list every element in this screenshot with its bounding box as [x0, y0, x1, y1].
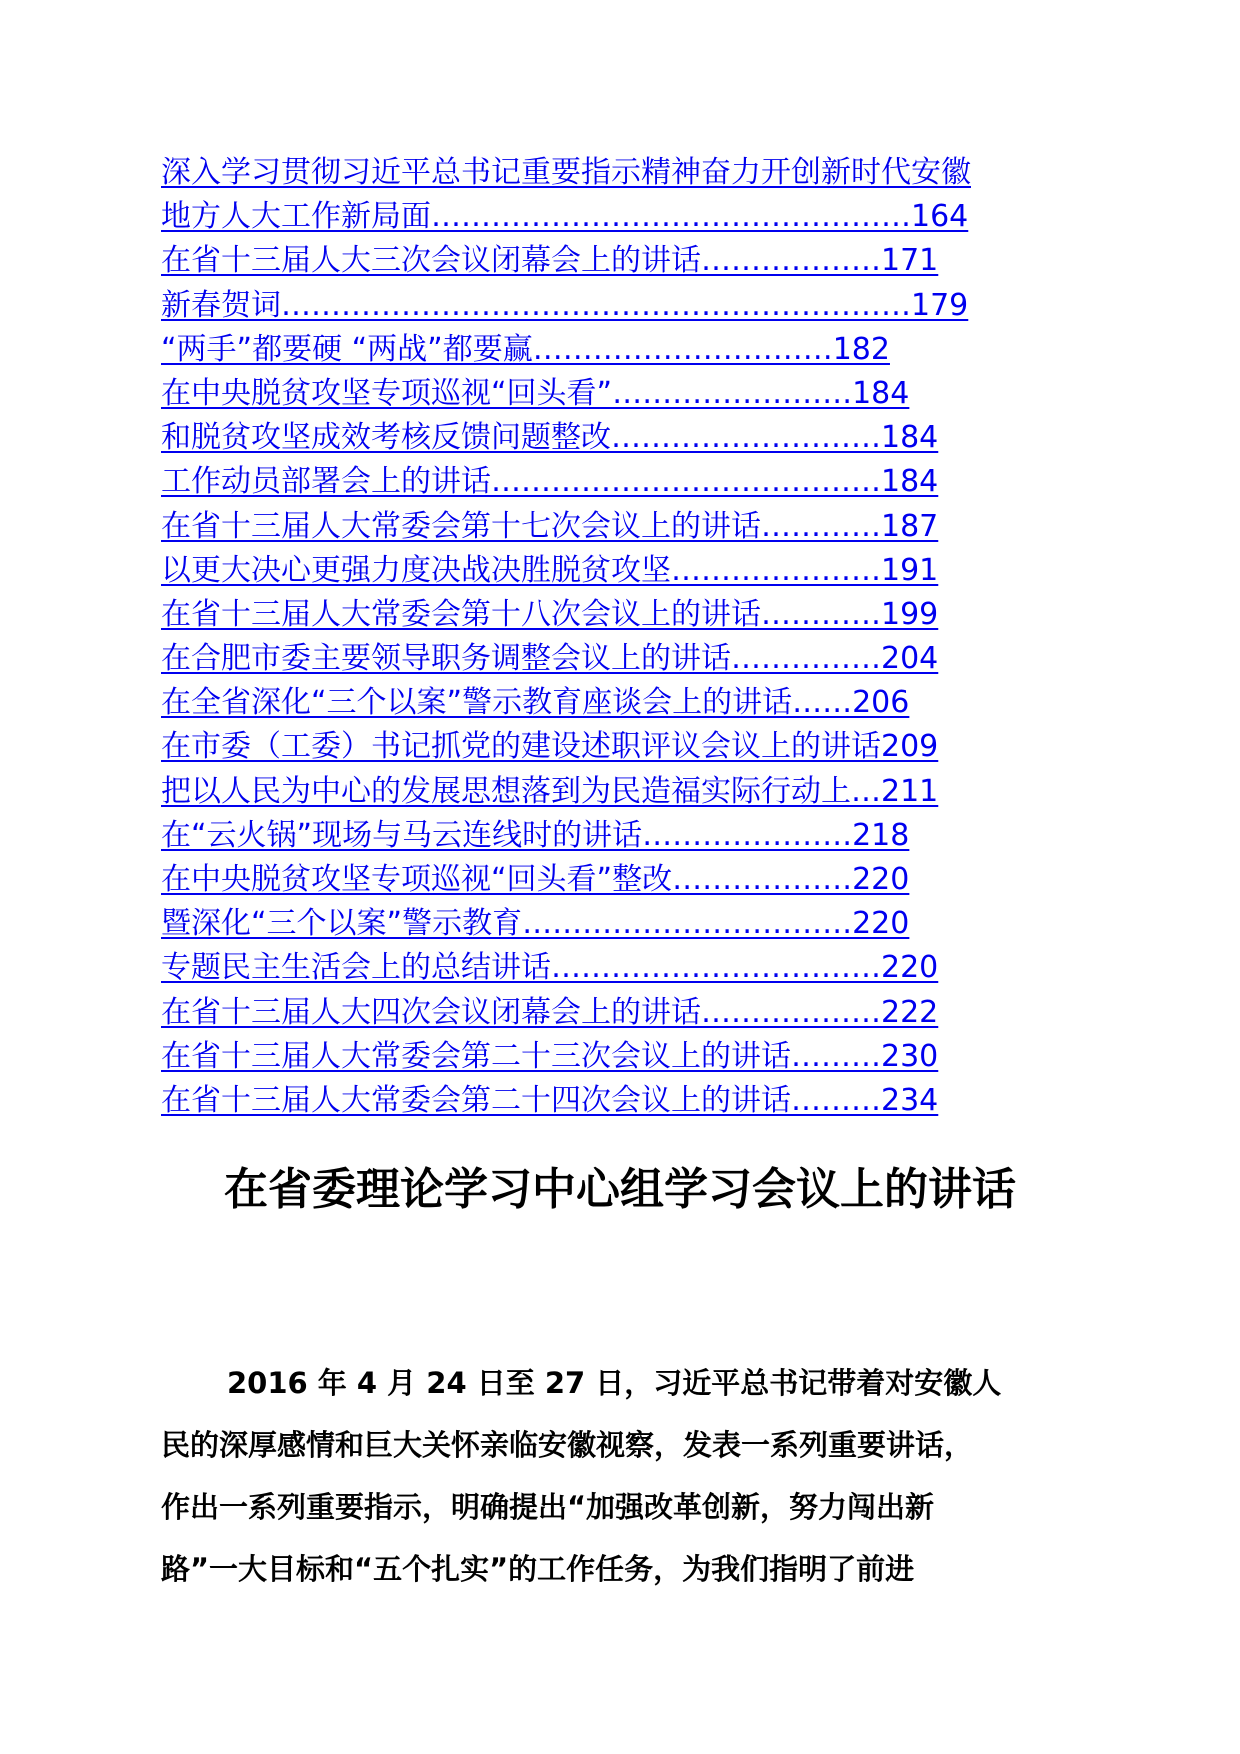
toc-entry[interactable]: 地方人大工作新局面…………………………………………164	[161, 199, 969, 235]
toc-entry[interactable]: 在省十三届人大常委会第十八次会议上的讲话…………199	[161, 596, 939, 632]
toc-entry[interactable]: 在省十三届人大四次会议闭幕会上的讲话………………222	[161, 994, 939, 1030]
toc-entry[interactable]: 在合肥市委主要领导职务调整会议上的讲话……………204	[161, 641, 939, 677]
toc-entry[interactable]: 把以人民为中心的发展思想落到为民造福实际行动上…211	[161, 773, 939, 809]
toc-entry[interactable]: 新春贺词………………………………………………………179	[161, 287, 969, 323]
paragraph-line: 2016 年 4 月 24 日至 27 日，习近平总书记带着对安徽人	[227, 1366, 1002, 1400]
paragraph-line: 路”一大目标和“五个扎实”的工作任务，为我们指明了前进	[161, 1552, 915, 1586]
toc-entry[interactable]: 在省十三届人大常委会第二十四次会议上的讲话………234	[161, 1082, 939, 1118]
body-paragraph	[161, 1352, 1091, 1600]
toc-entry[interactable]: 专题民主生活会上的总结讲话……………………………220	[161, 950, 939, 986]
table-of-contents	[161, 151, 1101, 1123]
toc-entry[interactable]: 在全省深化“三个以案”警示教育座谈会上的讲话……206	[161, 685, 910, 721]
toc-entry[interactable]: 工作动员部署会上的讲话…………………………………184	[161, 464, 939, 500]
toc-entry[interactable]: “两手”都要硬 “两战”都要赢…………………………182	[161, 331, 890, 367]
toc-entry[interactable]: 在市委（工委）书记抓党的建设述职评议会议上的讲话209	[161, 729, 939, 765]
toc-entry[interactable]: 深入学习贯彻习近平总书记重要指示精神奋力开创新时代安徽	[161, 155, 971, 190]
paragraph-line: 民的深厚感情和巨大关怀亲临安徽视察，发表一系列重要讲话，	[161, 1428, 974, 1462]
toc-entry[interactable]: 在省十三届人大常委会第十七次会议上的讲话…………187	[161, 508, 939, 544]
toc-entry[interactable]: 暨深化“三个以案”警示教育……………………………220	[161, 906, 910, 942]
toc-entry[interactable]: 在省十三届人大三次会议闭幕会上的讲话………………171	[161, 243, 939, 279]
toc-entry[interactable]: 以更大决心更强力度决战决胜脱贫攻坚…………………191	[161, 552, 939, 588]
document-title: 在省委理论学习中心组学习会议上的讲话	[224, 1164, 1016, 1215]
toc-entry[interactable]: 在省十三届人大常委会第二十三次会议上的讲话………230	[161, 1038, 939, 1074]
paragraph-line: 作出一系列重要指示，明确提出“加强改革创新，努力闯出新	[161, 1490, 935, 1524]
toc-entry[interactable]: 在中央脱贫攻坚专项巡视“回头看”整改………………220	[161, 862, 910, 897]
toc-entry[interactable]: 在中央脱贫攻坚专项巡视“回头看”……………………184	[161, 375, 910, 411]
toc-entry[interactable]: 在“云火锅”现场与马云连线时的讲话…………………218	[161, 817, 910, 853]
toc-entry[interactable]: 和脱贫攻坚成效考核反馈问题整改………………………184	[161, 420, 939, 456]
